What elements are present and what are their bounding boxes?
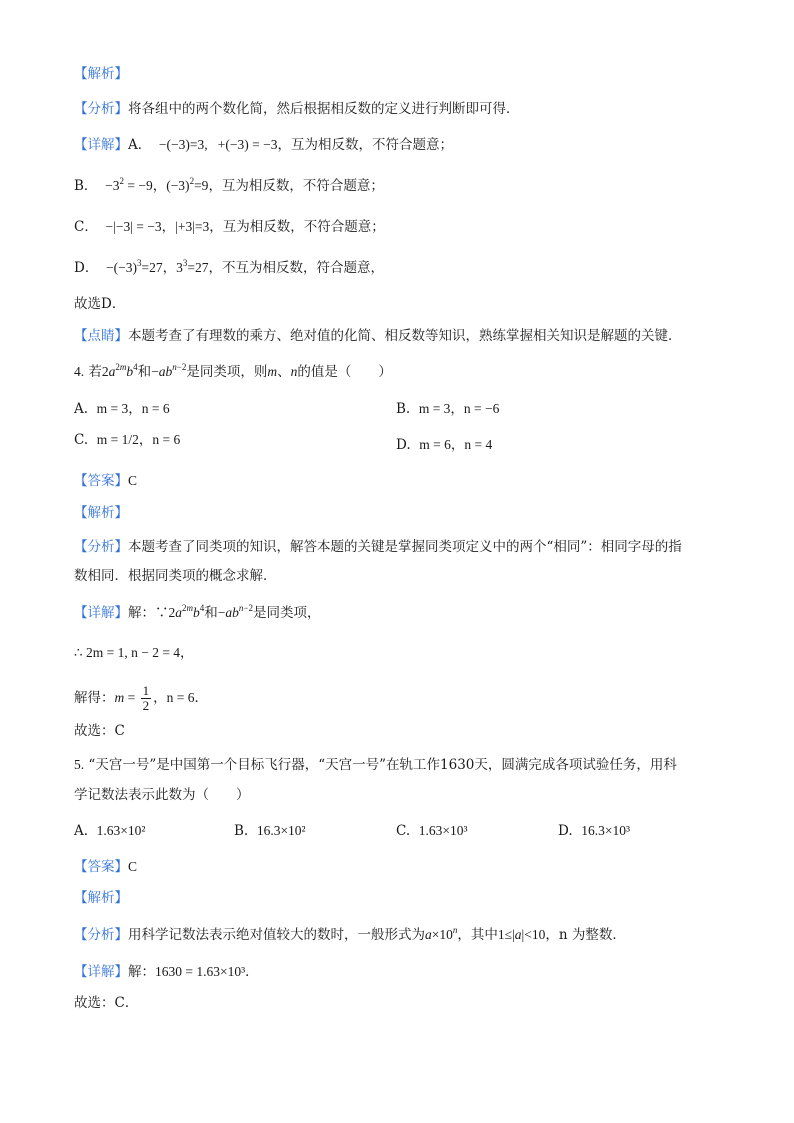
q4-detail-1a: 解：∵ [128, 605, 169, 621]
q5-analysis-tag: 【分析】 [74, 927, 128, 943]
q3-detail-c-math: −|−3| = −3，|+3|=3 [102, 219, 210, 234]
q3-detail-tag: 【详解】 [74, 137, 128, 153]
q4-answer-value: C [128, 473, 138, 488]
q4-analysis-tag: 【分析】 [74, 539, 128, 555]
q3-detail-b [74, 176, 384, 196]
q5-option-b-label: B. [234, 823, 249, 839]
q5-option-b [234, 821, 306, 841]
q5-detail-tag: 【详解】 [74, 964, 128, 980]
q3-detail-a [74, 135, 453, 155]
q4-answer-tag: 【答案】 [74, 473, 128, 489]
q4-detail-3a: 解得： [74, 690, 115, 706]
q3-remark-text: 本题考查了有理数的乘方、绝对值的化简、相反数等知识，熟练掌握相关知识是解题的关键． [128, 328, 682, 344]
q5-answer [74, 857, 137, 877]
q5-analysis-form: $a\times 10^n$ [425, 925, 458, 942]
q4-term2: $-ab^{n-2}$ [151, 362, 187, 379]
q5-detail-text: 解：1630 = 1.63×10³． [128, 964, 259, 979]
q5-detail [74, 962, 259, 982]
q5-option-c [396, 821, 468, 841]
q4-stem-part4: 的值是（ ） [297, 364, 392, 380]
q4-stem-part2: 和 [137, 364, 152, 380]
q4-option-c-label: C. [74, 432, 89, 448]
q4-stem-part1: 若 [88, 364, 102, 380]
q3-detail-d-math: $-(-3)^3=27$，$3^3=27$ [102, 258, 209, 275]
q3-detail-a-rest: ，互为相反数，不符合题意； [277, 137, 453, 153]
q4-detail-1b: 和 [204, 605, 218, 621]
q3-detail-c [74, 217, 385, 237]
q3-detail-d-rest: ，不互为相反数，符合题意， [208, 260, 384, 276]
q4-option-b-text: m = 3，n = −6 [418, 401, 500, 416]
q5-analysis-b: ，其中 [457, 927, 498, 943]
q4-stem: 4. 若$2a^{2m}b^4$和$-ab^{n-2}$是同类项，则m、n的值是（ ） [74, 362, 392, 380]
q4-detail-line1 [74, 603, 320, 623]
q3-detail-c-label: C． [74, 219, 98, 235]
q4-detail-term2: $-ab^{n-2}$ [217, 603, 253, 620]
q3-remark-tag: 【点睛】 [74, 328, 128, 344]
q5-stem-line2: 学记数法表示此数为（ ） [74, 787, 250, 803]
q4-jiexi-heading: 【解析】 [74, 505, 128, 521]
q4-option-c-text: m = 1/2，n = 6 [96, 432, 181, 447]
q5-answer-tag: 【答案】 [74, 859, 128, 875]
q4-analysis-line1 [74, 537, 682, 557]
q4-option-b [396, 399, 499, 419]
q3-jiexi-heading: 【解析】 [74, 66, 128, 82]
q5-choose: 故选：C． [74, 995, 139, 1011]
q4-analysis-line2: 数相同．根据同类项的概念求解． [74, 568, 277, 584]
q4-stem-part3: 是同类项，则 [186, 364, 268, 380]
q5-option-d [558, 821, 630, 841]
q5-option-a [74, 821, 145, 841]
q5-option-c-text: 1.63×10³ [418, 823, 468, 838]
q5-stem-1: “天宫一号”是中国第一个目标飞行器，“天宫一号”在轨工作1630天，圆满完成各项试验任务，用科 [88, 757, 677, 773]
q5-option-d-text: 16.3×10³ [581, 823, 631, 838]
q5-number: 5. [74, 757, 85, 772]
q4-choose: 故选：C [74, 723, 125, 739]
q4-detail-1c: 是同类项， [252, 605, 321, 621]
q5-option-a-text: 1.63×10² [96, 823, 146, 838]
q4-vars: m [267, 364, 278, 379]
q5-stem-line1 [74, 755, 677, 775]
q5-answer-value: C [128, 859, 138, 874]
q3-detail-a-label: A． [128, 137, 152, 153]
q5-analysis-a: 用科学记数法表示绝对值较大的数时，一般形式为 [128, 927, 425, 943]
q4-term1: $2a^{2m}b^4$ [101, 362, 138, 379]
q3-detail-b-math: $-3^2 = -9$，$(-3)^2=9$ [101, 176, 209, 193]
q4-detail-line2: ∴ 2m = 1, n − 2 = 4， [74, 645, 194, 660]
q4-option-a-label: A. [74, 401, 89, 417]
q3-detail-b-label: B． [74, 178, 98, 194]
q4-answer [74, 471, 137, 491]
q3-analysis [74, 99, 520, 119]
q4-option-a [74, 399, 170, 419]
q5-option-a-label: A. [74, 823, 89, 839]
q4-detail-term1: $2a^{2m}b^4$ [168, 603, 205, 620]
q5-analysis-range: 1≤|a|<10 [497, 927, 546, 942]
q3-analysis-tag: 【分析】 [74, 101, 128, 117]
q4-option-a-text: m = 3，n = 6 [96, 401, 170, 416]
q3-analysis-text: 将各组中的两个数化简，然后根据相反数的定义进行判断即可得． [128, 101, 520, 117]
q4-option-d [396, 435, 492, 455]
q3-detail-d [74, 258, 384, 278]
q3-detail-c-rest: ，互为相反数，不符合题意； [209, 219, 385, 235]
q4-analysis-text1: 本题考查了同类项的知识，解答本题的关键是掌握同类项定义中的两个“相同”：相同字母的指 [128, 539, 682, 555]
q4-option-b-label: B. [396, 401, 411, 417]
q3-remark [74, 326, 682, 346]
q3-detail-d-label: D． [74, 260, 99, 276]
q3-choose: 故选D． [74, 296, 126, 312]
q5-option-c-label: C. [396, 823, 411, 839]
q3-detail-b-rest: ，互为相反数，不符合题意； [208, 178, 384, 194]
q5-analysis [74, 925, 626, 945]
q4-option-c [74, 430, 180, 450]
q5-analysis-c: ，n 为整数． [545, 927, 626, 943]
q5-jiexi-heading: 【解析】 [74, 890, 128, 906]
q3-detail-a-math: −(−3)=3, +(−3) = −3 [155, 137, 278, 152]
q4-detail-line3: 解得：m = $\frac{1}{2}$ ，n = 6． [74, 683, 208, 713]
q4-option-d-label: D. [396, 437, 411, 453]
q5-option-b-text: 16.3×10² [256, 823, 306, 838]
q4-detail-tag: 【详解】 [74, 605, 128, 621]
q4-fraction-half: $\frac{1}{2}$ [142, 683, 150, 713]
q4-detail-3b: ，n = 6． [153, 690, 208, 705]
q4-option-d-text: m = 6，n = 4 [419, 437, 493, 452]
q4-number: 4. [74, 364, 85, 379]
q5-option-d-label: D. [558, 823, 573, 839]
